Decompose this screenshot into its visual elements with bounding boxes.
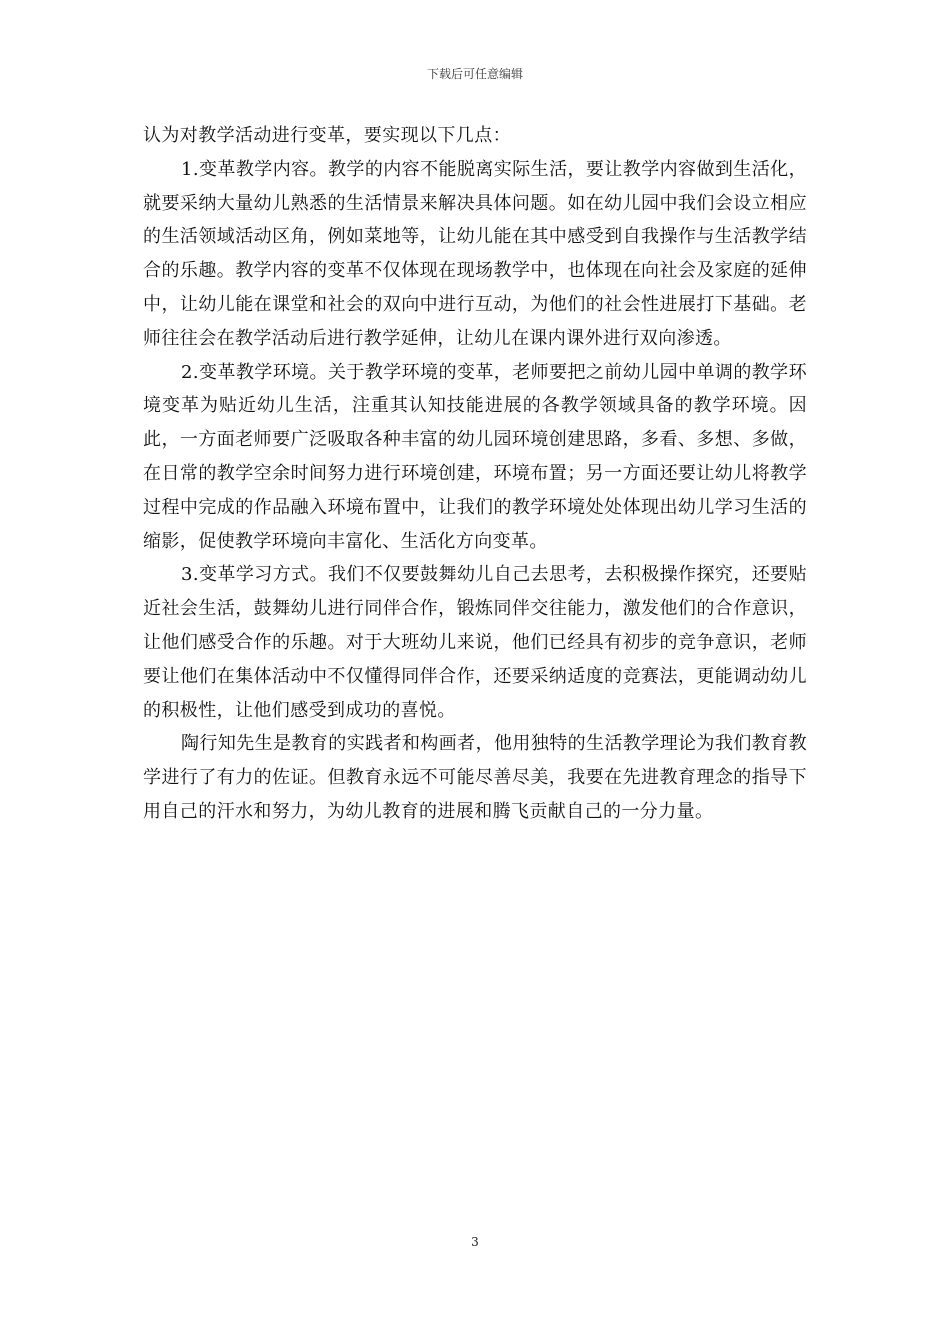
paragraph-learning-method: 3.变革学习方式。我们不仅要鼓舞幼儿自己去思考，去积极操作探究，还要贴近社会生活，鼓舞幼儿进行同伴合作，锻炼同伴交往能力，激发他们的合作意识，让他们感受合作的乐趣。对于大班幼儿来说，他们已经具有初步的竞争意识，老师要让他们在集体活动中不仅懂得同伴合作，还要采纳适度的竞赛法，更能调动幼儿的积极性，让他们感受到成功的喜悦。 <box>143 564 807 721</box>
paragraph-continuation: 认为对教学活动进行变革，要实现以下几点： <box>143 125 511 146</box>
page-number: 3 <box>471 1235 479 1249</box>
document-body <box>143 119 807 829</box>
paragraph-teaching-content: 1.变革教学内容。教学的内容不能脱离实际生活，要让教学内容做到生活化，就要采纳大量幼儿熟悉的生活情景来解决具体问题。如在幼儿园中我们会设立相应的生活领域活动区角，例如菜地等，让幼儿能在其中感受到自我操作与生活教学结合的乐趣。教学内容的变革不仅体现在现场教学中，也体现在向社会及家庭的延伸中，让幼儿能在课堂和社会的双向中进行互动，为他们的社会性进展打下基础。老师往往会在教学活动后进行教学延伸，让幼儿在课内课外进行双向渗透。 <box>143 158 807 349</box>
paragraph-teaching-environment: 2.变革教学环境。关于教学环境的变革，老师要把之前幼儿园中单调的教学环境变革为贴近幼儿生活，注重其认知技能进展的各教学领域具备的教学环境。因此，一方面老师要广泛吸取各种丰富的幼儿园环境创建思路，多看、多想、多做，在日常的教学空余时间努力进行环境创建，环境布置；另一方面还要让幼儿将教学过程中完成的作品融入环境布置中，让我们的教学环境处处体现出幼儿学习生活的缩影，促使教学环境向丰富化、生活化方向变革。 <box>143 361 807 552</box>
paragraph-conclusion: 陶行知先生是教育的实践者和构画者，他用独特的生活教学理论为我们教育教学进行了有力的佐证。但教育永远不可能尽善尽美，我要在先进教育理念的指导下用自己的汗水和努力，为幼儿教育的进展和腾飞贡献自己的一分力量。 <box>143 733 807 822</box>
page-header: 下载后可任意编辑 <box>426 67 523 81</box>
